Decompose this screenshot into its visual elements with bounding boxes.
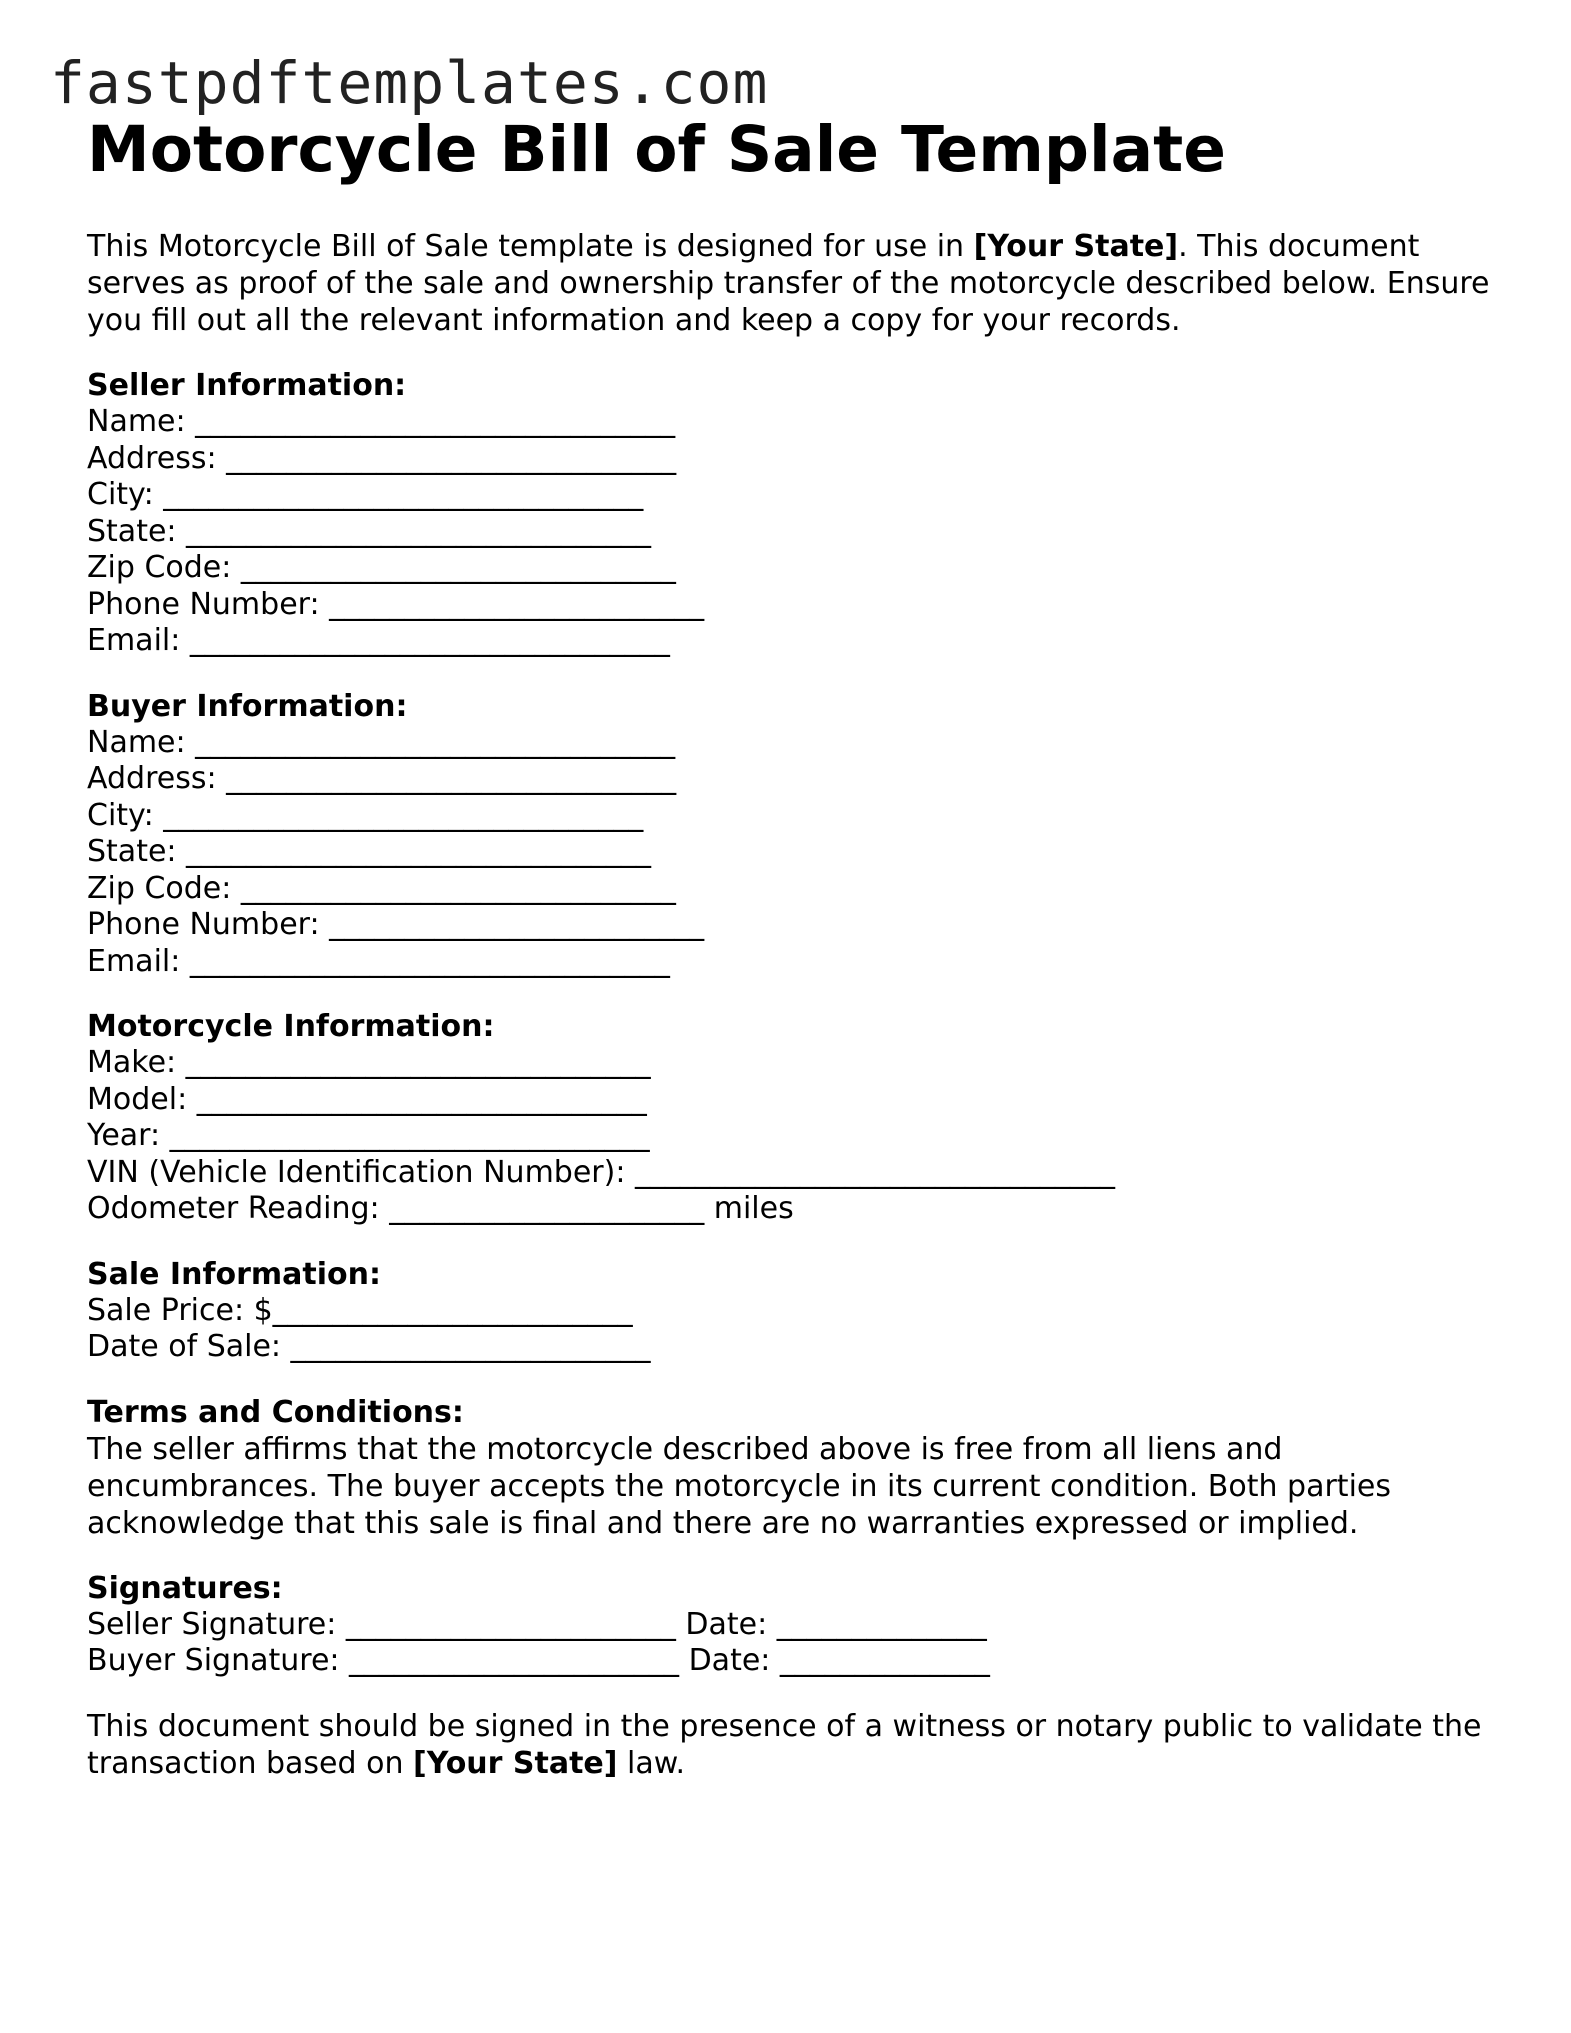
motorcycle-heading: Motorcycle Information: (87, 1009, 495, 1044)
seller-zip-field[interactable]: Zip Code: _____________________________ (87, 550, 676, 585)
seller-heading: Seller Information: (87, 368, 407, 403)
seller-email-field[interactable]: Email: ________________________________ (87, 623, 670, 658)
buyer-phone-field[interactable]: Phone Number: _________________________ (87, 907, 705, 942)
terms-section (87, 1394, 1507, 1542)
signatures-section (87, 1570, 1507, 1680)
motorcycle-odometer-field[interactable]: Odometer Reading: _____________________ miles (87, 1191, 794, 1226)
motorcycle-make-field[interactable]: Make: _______________________________ (87, 1045, 651, 1080)
closing-text-start: This document should be signed in the presence of a witness or notary public to validate the transaction based on (87, 1708, 1482, 1781)
buyer-city-field[interactable]: City: ________________________________ (87, 797, 644, 833)
terms-heading: Terms and Conditions: (87, 1394, 464, 1430)
buyer-signature-field[interactable]: Buyer Signature: ______________________ Date: ______________ (87, 1643, 990, 1678)
closing-text-end: law. (617, 1745, 686, 1781)
motorcycle-model-field[interactable]: Model: ______________________________ (87, 1081, 647, 1117)
seller-city-field[interactable]: City: ________________________________ (87, 477, 644, 512)
motorcycle-vin-field[interactable]: VIN (Vehicle Identification Number): ________________________________ (87, 1154, 1115, 1190)
seller-name-field[interactable]: Name: ________________________________ (87, 404, 676, 439)
sale-date-field[interactable]: Date of Sale: ________________________ (87, 1329, 651, 1364)
buyer-state-field[interactable]: State: _______________________________ (87, 834, 652, 869)
signatures-heading: Signatures: (87, 1570, 283, 1606)
motorcycle-year-field[interactable]: Year: ________________________________ (87, 1118, 650, 1153)
buyer-email-field[interactable]: Email: ________________________________ (87, 943, 670, 979)
buyer-section (87, 688, 1507, 981)
buyer-zip-field[interactable]: Zip Code: _____________________________ (87, 870, 676, 906)
seller-address-field[interactable]: Address: ______________________________ (87, 440, 677, 476)
seller-section (87, 367, 1507, 660)
intro-state-placeholder: [Your State] (973, 229, 1179, 264)
intro-text-start: This Motorcycle Bill of Sale template is designed for use in (87, 229, 974, 264)
seller-signature-field[interactable]: Seller Signature: ______________________ Date: ______________ (87, 1606, 987, 1642)
intro-text-end: . This document serves as proof of the sale and ownership transfer of the motorcycle described below. Ensure you fill out all the relevant information and keep a copy for your records. (87, 229, 1490, 338)
closing-state-placeholder: [Your State] (413, 1745, 618, 1781)
sale-price-field[interactable]: Sale Price: $________________________ (87, 1292, 633, 1328)
buyer-address-field[interactable]: Address: ______________________________ (87, 761, 677, 796)
intro-paragraph (87, 228, 1507, 339)
seller-phone-field[interactable]: Phone Number: _________________________ (87, 586, 705, 622)
terms-text: The seller affirms that the motorcycle described above is free from all liens and encumbrances. The buyer accepts the motorcycle in its current condition. Both parties acknowledge that this sale is final and there are no warranties expressed or implied. (87, 1431, 1391, 1541)
document-title: Motorcycle Bill of Sale Template (87, 113, 1226, 186)
motorcycle-section (87, 1008, 1507, 1228)
document-page (87, 112, 1507, 1782)
seller-state-field[interactable]: State: _______________________________ (87, 513, 652, 549)
buyer-name-field[interactable]: Name: ________________________________ (87, 724, 676, 760)
sale-heading: Sale Information: (87, 1256, 381, 1292)
sale-section (87, 1256, 1507, 1366)
buyer-heading: Buyer Information: (87, 688, 408, 724)
watermark: fastpdftemplates.com (50, 49, 769, 117)
closing-paragraph (87, 1708, 1507, 1782)
